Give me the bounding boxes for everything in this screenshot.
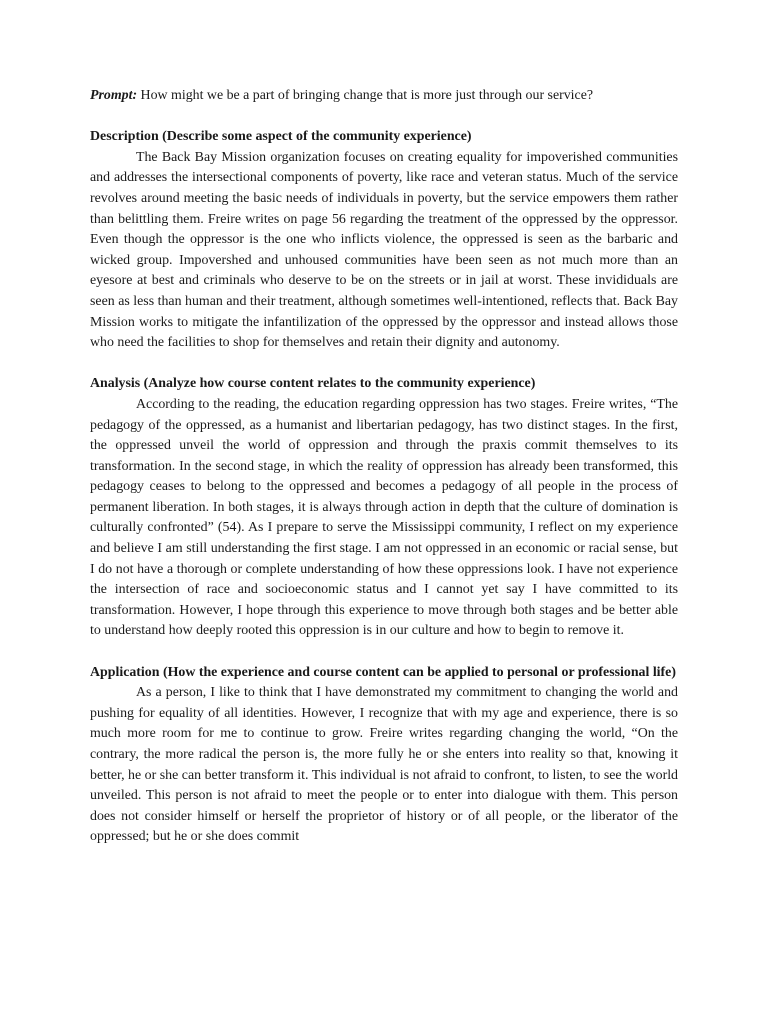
- document-page: [90, 86, 678, 869]
- description-heading: Description (Describe some aspect of the community experience): [90, 129, 472, 145]
- prompt-line: [90, 86, 678, 107]
- prompt-text: How might we be a part of bringing change that is more just through our service?: [137, 88, 594, 103]
- description-section: [90, 127, 678, 354]
- analysis-body: According to the reading, the education regarding oppression has two stages. Freire writes, “The pedagogy of the oppressed, as a humanist and libertarian pedagogy, has two distinct stages. In the first, the oppressed unveil the world of oppression and through the praxis commit themselves to its transformation. In the second stage, in which the reality of oppression has already been transformed, this pedagogy ceases to belong to the oppressed and becomes a pedagogy of all people in the process of permanent liberation. In both stages, it is always through action in depth that the culture of domination is culturally confronted” (54). As I prepare to serve the Mississippi community, I reflect on my experience and believe I am still understanding the first stage. I am not oppressed in an economic or racial sense, but I do not have a thorough or complete understanding of how these oppressions look. I have not experience the intersection of race and socioeconomic status and I cannot yet say I have committed to its transformation. However, I hope through this experience to move through both stages and be better able to understand how deeply rooted this oppression is in our culture and how to begin to remove it.: [90, 396, 678, 639]
- application-heading: Application (How the experience and course content can be applied to personal or professional life): [90, 664, 676, 680]
- analysis-section: [90, 374, 678, 642]
- analysis-heading: Analysis (Analyze how course content relates to the community experience): [90, 376, 536, 392]
- description-body: The Back Bay Mission organization focuses on creating equality for impoverished communities and addresses the intersectional components of poverty, like race and veteran status. Much of the service revolves around meeting the basic needs of individuals in poverty, but the service empowers them rather than belittling them. Freire writes on page 56 regarding the treatment of the oppressed by the oppressor. Even though the oppressor is the one who inflicts violence, the oppressed is seen as the barbaric and wicked group. Impovershed and unhoused communities have been seen as not much more than an eyesore at best and criminals who deserve to be on the streets or in jail at worst. These invididuals are seen as less than human and their treatment, although sometimes well-intentioned, reflects that. Back Bay Mission works to mitigate the infantilization of the oppressed by the oppressor and instead allows those who need the facilities to shop for themselves and retain their dignity and autonomy.: [90, 149, 678, 351]
- application-section: [90, 663, 678, 848]
- prompt-label: Prompt:: [90, 88, 138, 103]
- application-body: As a person, I like to think that I have demonstrated my commitment to changing the world and pushing for equality of all identities. However, I recognize that with my age and experience, there is so much more room for me to continue to grow. Freire writes regarding changing the world, “On the contrary, the more radical the person is, the more fully he or she enters into reality so that, knowing it better, he or she can better transform it. This individual is not afraid to confront, to listen, to see the world unveiled. This person is not afraid to meet the people or to enter into dialogue with them. This person does not consider himself or herself the proprietor of history or of all people, or the liberator of the oppressed; but he or she does commit: [90, 685, 678, 845]
